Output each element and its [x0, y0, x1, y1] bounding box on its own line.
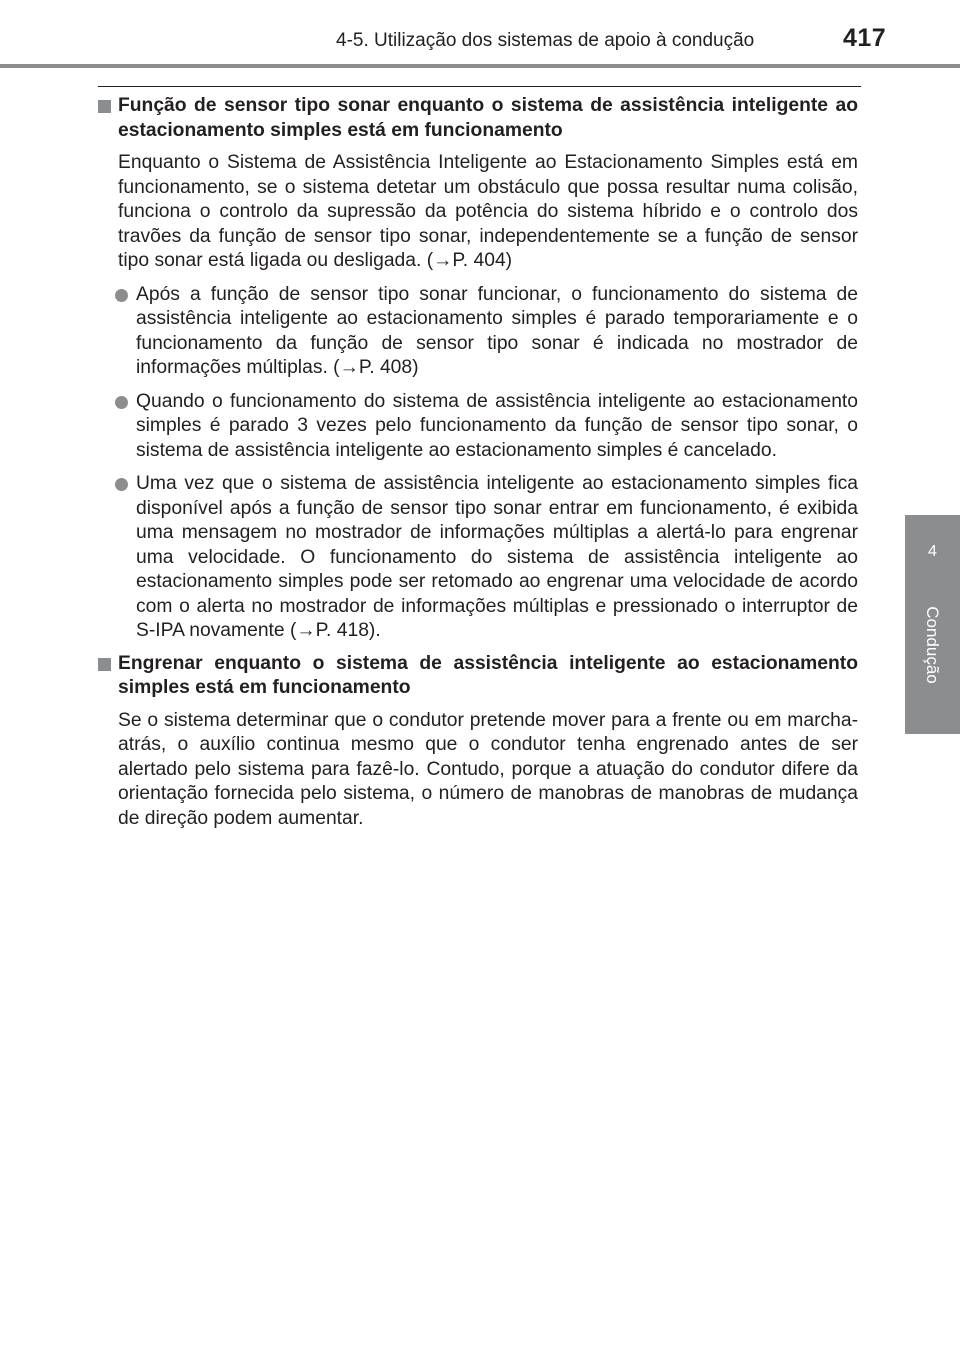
chapter-label: Condução: [923, 606, 942, 684]
header-divider: [0, 64, 960, 68]
list-item: [136, 390, 858, 464]
main-content: [98, 94, 858, 831]
section-heading-text: Engrenar enquanto o sistema de assistência inteligente ao estacionamento simples está em funcionamento: [118, 652, 858, 698]
list-item: [136, 283, 858, 381]
circle-bullet-icon: [115, 478, 128, 491]
chapter-number: 4: [928, 543, 937, 560]
list-item-text: Após a função de sensor tipo sonar funcionar, o funcionamento do sistema de assistência inteligente ao estacionamento simples é parado temporariamente e o funcionamento da função de sensor tipo sonar é indicada no mostrador de informações múltiplas. (→P. 408): [136, 283, 858, 378]
section-paragraph: Se o sistema determinar que o condutor pretende mover para a frente ou em marcha-atrás, o auxílio continua mesmo que o condutor tenha engrenado antes de ser alertado pelo sistema para fazê-lo. Contudo, porque a atuação do condutor difere da orientação fornecida pelo sistema, o número de manobras de manobras de mudança de direção podem aumentar.: [118, 709, 858, 829]
square-bullet-icon: [98, 658, 111, 671]
list-item-text: Uma vez que o sistema de assistência inteligente ao estacionamento simples fica disponível após a função de sensor tipo sonar entrar em funcionamento, é exibida uma mensagem no mostrador de informações múltiplas a alertá-lo para engrenar uma velocidade. O funcionamento do sistema de assistência inteligente ao estacionamento simples pode ser retomado ao engrenar uma velocidade de acordo com o alerta no mostrador de informações múltiplas e pressionado o interruptor de S-IPA novamente (→P. 418).: [136, 473, 858, 641]
circle-bullet-icon: [115, 396, 128, 409]
chapter-tab[interactable]: [905, 515, 960, 734]
page-number: 417: [843, 24, 887, 52]
section-heading: [98, 652, 858, 701]
section-paragraph: Enquanto o Sistema de Assistência Inteligente ao Estacionamento Simples está em funcionamento, se o sistema detetar um obstáculo que possa resultar numa colisão, funciona o controlo da supressão da potência do sistema híbrido e o controlo dos travões da função de sensor tipo sonar, independentemente se a função de sensor tipo sonar está ligada ou desligada. (→P. 404): [118, 152, 858, 271]
content-divider: [98, 86, 861, 87]
square-bullet-icon: [98, 100, 111, 113]
list-item: [136, 472, 858, 644]
section-heading: [98, 94, 858, 143]
list-item-text: Quando o funcionamento do sistema de assistência inteligente ao estacionamento simples é parado 3 vezes pelo funcionamento da função de sensor tipo sonar, o sistema de assistência inteligente ao estacionamento simples é cancelado.: [136, 390, 858, 461]
circle-bullet-icon: [115, 289, 128, 302]
section-heading-text: Função de sensor tipo sonar enquanto o sistema de assistência inteligente ao estacionamento simples está em funcionamento: [118, 95, 858, 141]
section-title: 4-5. Utilização dos sistemas de apoio à condução: [336, 30, 755, 51]
